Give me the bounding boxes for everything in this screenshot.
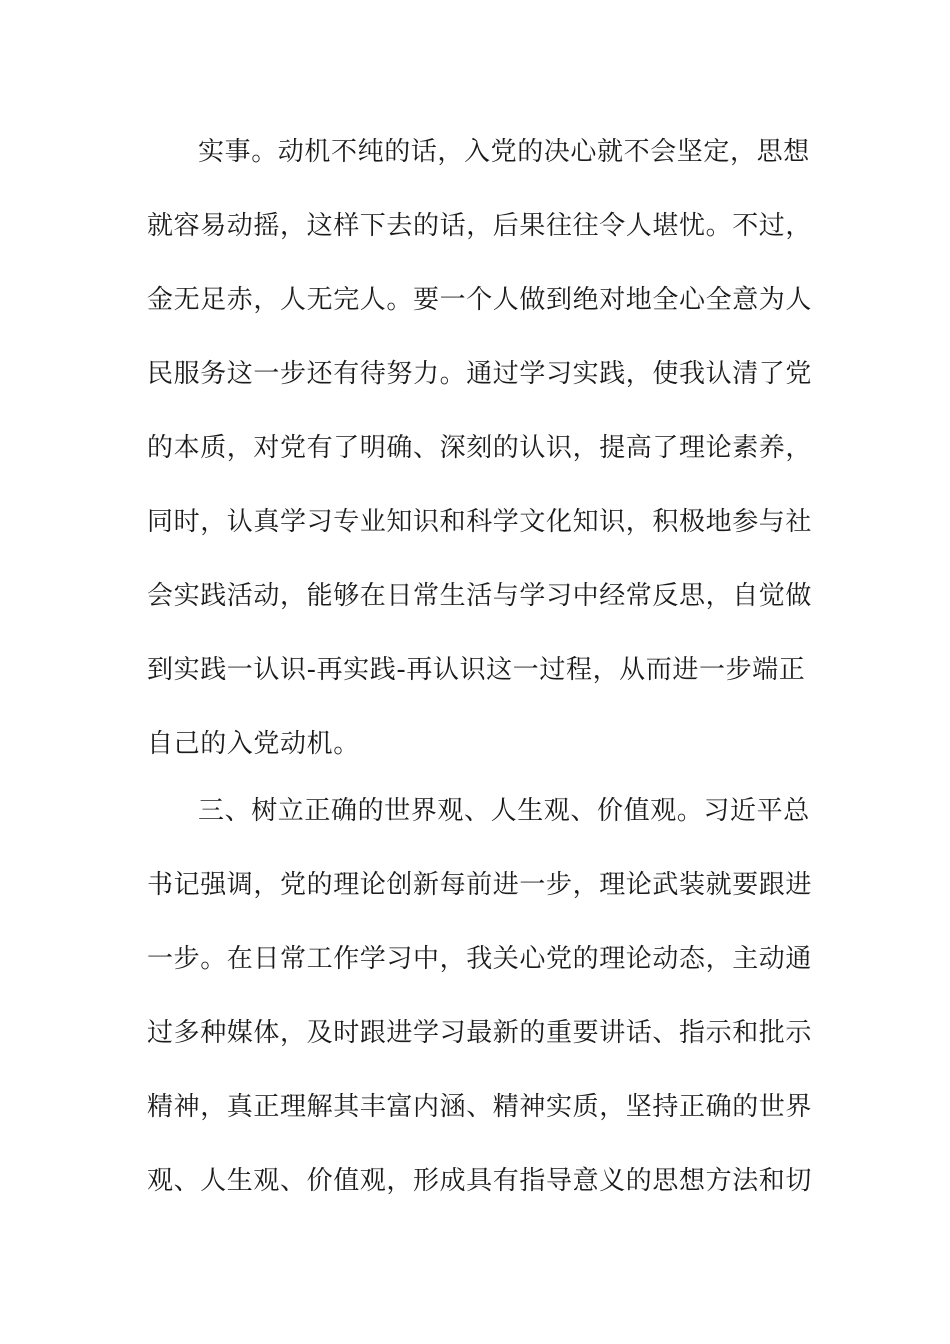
text-line: 观、人生观、价值观，形成具有指导意义的思想方法和切 [147, 1166, 813, 1196]
text-line: 过多种媒体，及时跟进学习最新的重要讲话、指示和批示 [147, 1018, 813, 1048]
text-line: 自己的入党动机。 [147, 729, 360, 759]
text-line: 精神，真正理解其丰富内涵、精神实质，坚持正确的世界 [147, 1092, 813, 1122]
text-line: 到实践一认识-再实践-再认识这一过程，从而进一步端正 [147, 655, 806, 685]
text-line: 同时，认真学习专业知识和科学文化知识，积极地参与社 [147, 507, 813, 537]
text-line: 一步。在日常工作学习中，我关心党的理论动态，主动通 [147, 944, 813, 974]
text-line: 实事。动机不纯的话，入党的决心就不会坚定，思想 [198, 137, 810, 167]
text-line: 就容易动摇，这样下去的话，后果往往令人堪忧。不过， [147, 211, 813, 241]
text-line: 书记强调，党的理论创新每前进一步，理论武装就要跟进 [147, 870, 813, 900]
text-line: 三、树立正确的世界观、人生观、价值观。习近平总 [198, 796, 810, 826]
text-line: 会实践活动，能够在日常生活与学习中经常反思，自觉做 [147, 581, 813, 611]
text-line: 金无足赤，人无完人。要一个人做到绝对地全心全意为人 [147, 285, 813, 315]
text-line: 的本质，对党有了明确、深刻的认识，提高了理论素养， [147, 433, 813, 463]
text-line: 民服务这一步还有待努力。通过学习实践，使我认清了党 [147, 359, 813, 389]
